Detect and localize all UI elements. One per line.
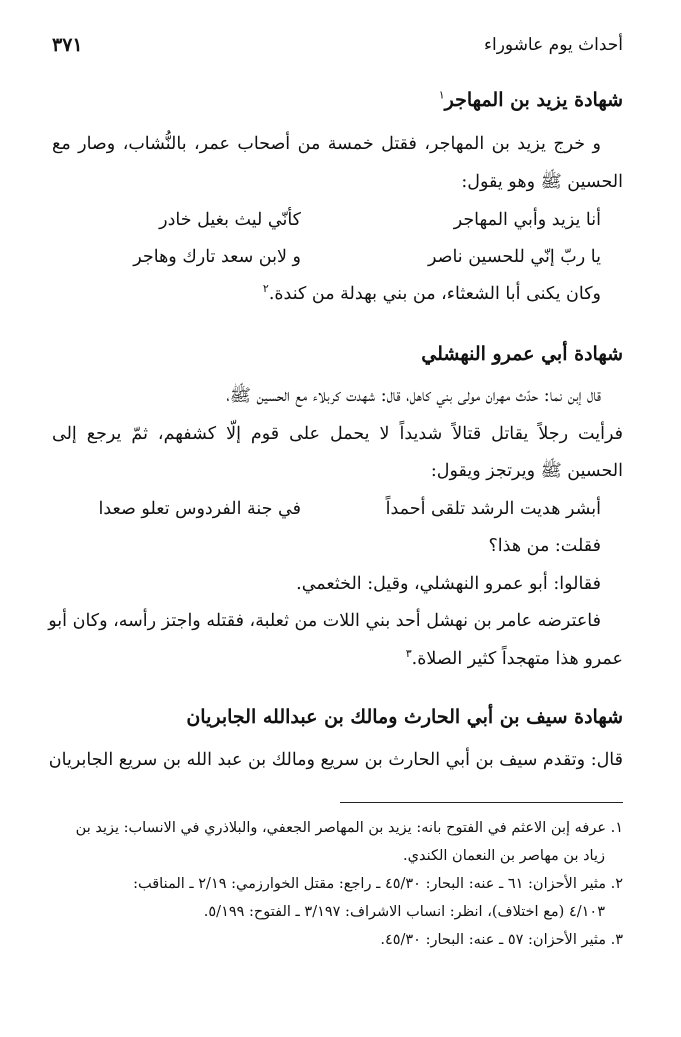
paragraph-line: فقالوا: أبو عمرو النهشلي، وقيل: الخثعمي.	[296, 573, 601, 594]
footnote-ref: ١	[438, 88, 445, 102]
closing-text: وكان يكنى أبا الشعثاء، من بني بهدلة من كندة.	[268, 284, 601, 304]
verse-hemistich-left: و لابن سعد تارك وهاجر	[133, 247, 301, 268]
verse-row	[52, 201, 623, 239]
footnote-line: ٣. مثير الأحزان: ٥٧ ـ عنه: البحار: ٤٥/٣٠.	[380, 932, 623, 948]
section-yazid	[52, 88, 623, 113]
verse-row	[52, 491, 623, 529]
footnote-line: ١. عرفه إبن الاعثم في الفتوح بانه: يزيد بن المهاصر الجعفي، والبلاذري في الانساب: يزيد بن	[75, 820, 623, 836]
footnote-line: زياد بن مهاصر بن النعمان الكندي.	[403, 848, 605, 864]
paragraph-line: الحسين ﷺ وهو يقول:	[461, 171, 623, 192]
verse-hemistich-right: أبشر هديت الرشد تلقى أحمداً	[385, 499, 601, 520]
footnotes	[52, 814, 623, 954]
paragraph-line: قال: وتقدم سيف بن أبي الحارث بن سريع ومالك بن عبد الله بن سريع الجابريان	[48, 750, 623, 770]
paragraph-line: فاعترضه عامر بن نهشل أحد بني اللات من ثعلبة، فقتله واجتز رأسه، وكان أبو	[48, 611, 601, 631]
section-saif-malik-body	[48, 742, 623, 780]
verse-hemistich-left: كأنّي ليث بغيل خادر	[159, 209, 301, 230]
paragraph-line: قال إبن نما: حدّث مهران مولى بني كاهل، قال: شهدت كربلاء مع الحسين ﷺ،	[226, 386, 601, 406]
footnote	[52, 870, 623, 926]
paragraph-line: فرأيت رجلاً يقاتل قتالاً شديداً لا يحمل على قوم إلّا كشفهم، ثمّ يرجع إلى	[52, 423, 623, 444]
paragraph-line: الحسين ﷺ ويرتجز ويقول:	[430, 461, 623, 481]
paragraph-line	[52, 276, 623, 314]
section-saif-malik	[52, 705, 623, 730]
heading-text: شهادة يزيد بن المهاجر	[444, 89, 623, 111]
paragraph: و خرج يزيد بن المهاجر، فقتل خمسة من أصحاب عمر، بالنُّشاب، وصار مع	[52, 134, 601, 154]
running-title: أحداث يوم عاشوراء	[483, 35, 623, 55]
verse-hemistich-right: يا ربّ إنّي للحسين ناصر	[427, 247, 601, 268]
closing-text: عمرو هذا متهجداً كثير الصلاة.	[411, 648, 623, 669]
paragraph-line: فقلت: من هذا؟	[488, 536, 601, 556]
footnote	[52, 926, 623, 954]
section-abu-amr-body	[48, 378, 623, 678]
verse-hemistich-left: في جنة الفردوس تعلو صعدا	[98, 499, 301, 520]
verse-row	[52, 239, 623, 277]
footnote-ref: ٣	[405, 646, 412, 660]
footnote-ref: ٢	[262, 282, 269, 296]
footnote	[52, 814, 623, 870]
page-number: ٣٧١	[52, 34, 83, 56]
section-heading: شهادة سيف بن أبي الحارث ومالك بن عبدالله الجابريان	[186, 706, 623, 728]
section-yazid-body	[52, 126, 623, 314]
section-heading	[52, 88, 623, 113]
footnote-line: ٤/١٠٣ (مع اختلاف)، انظر: انساب الاشراف: ٣/١٩٧ ـ الفتوح: ٥/١٩٩.	[203, 904, 605, 920]
footnote-separator	[340, 802, 623, 803]
section-abu-amr	[52, 342, 623, 367]
paragraph-line	[52, 641, 623, 679]
verse-hemistich-right: أنا يزيد وأبي المهاجر	[453, 209, 601, 230]
running-header	[52, 32, 623, 58]
footnote-line: ٢. مثير الأحزان: ٦١ ـ عنه: البحار: ٤٥/٣٠ ـ راجع: مقتل الخوارزمي: ٢/١٩ ـ المناقب:	[133, 876, 623, 892]
section-heading: شهادة أبي عمرو النهشلي	[421, 343, 623, 365]
